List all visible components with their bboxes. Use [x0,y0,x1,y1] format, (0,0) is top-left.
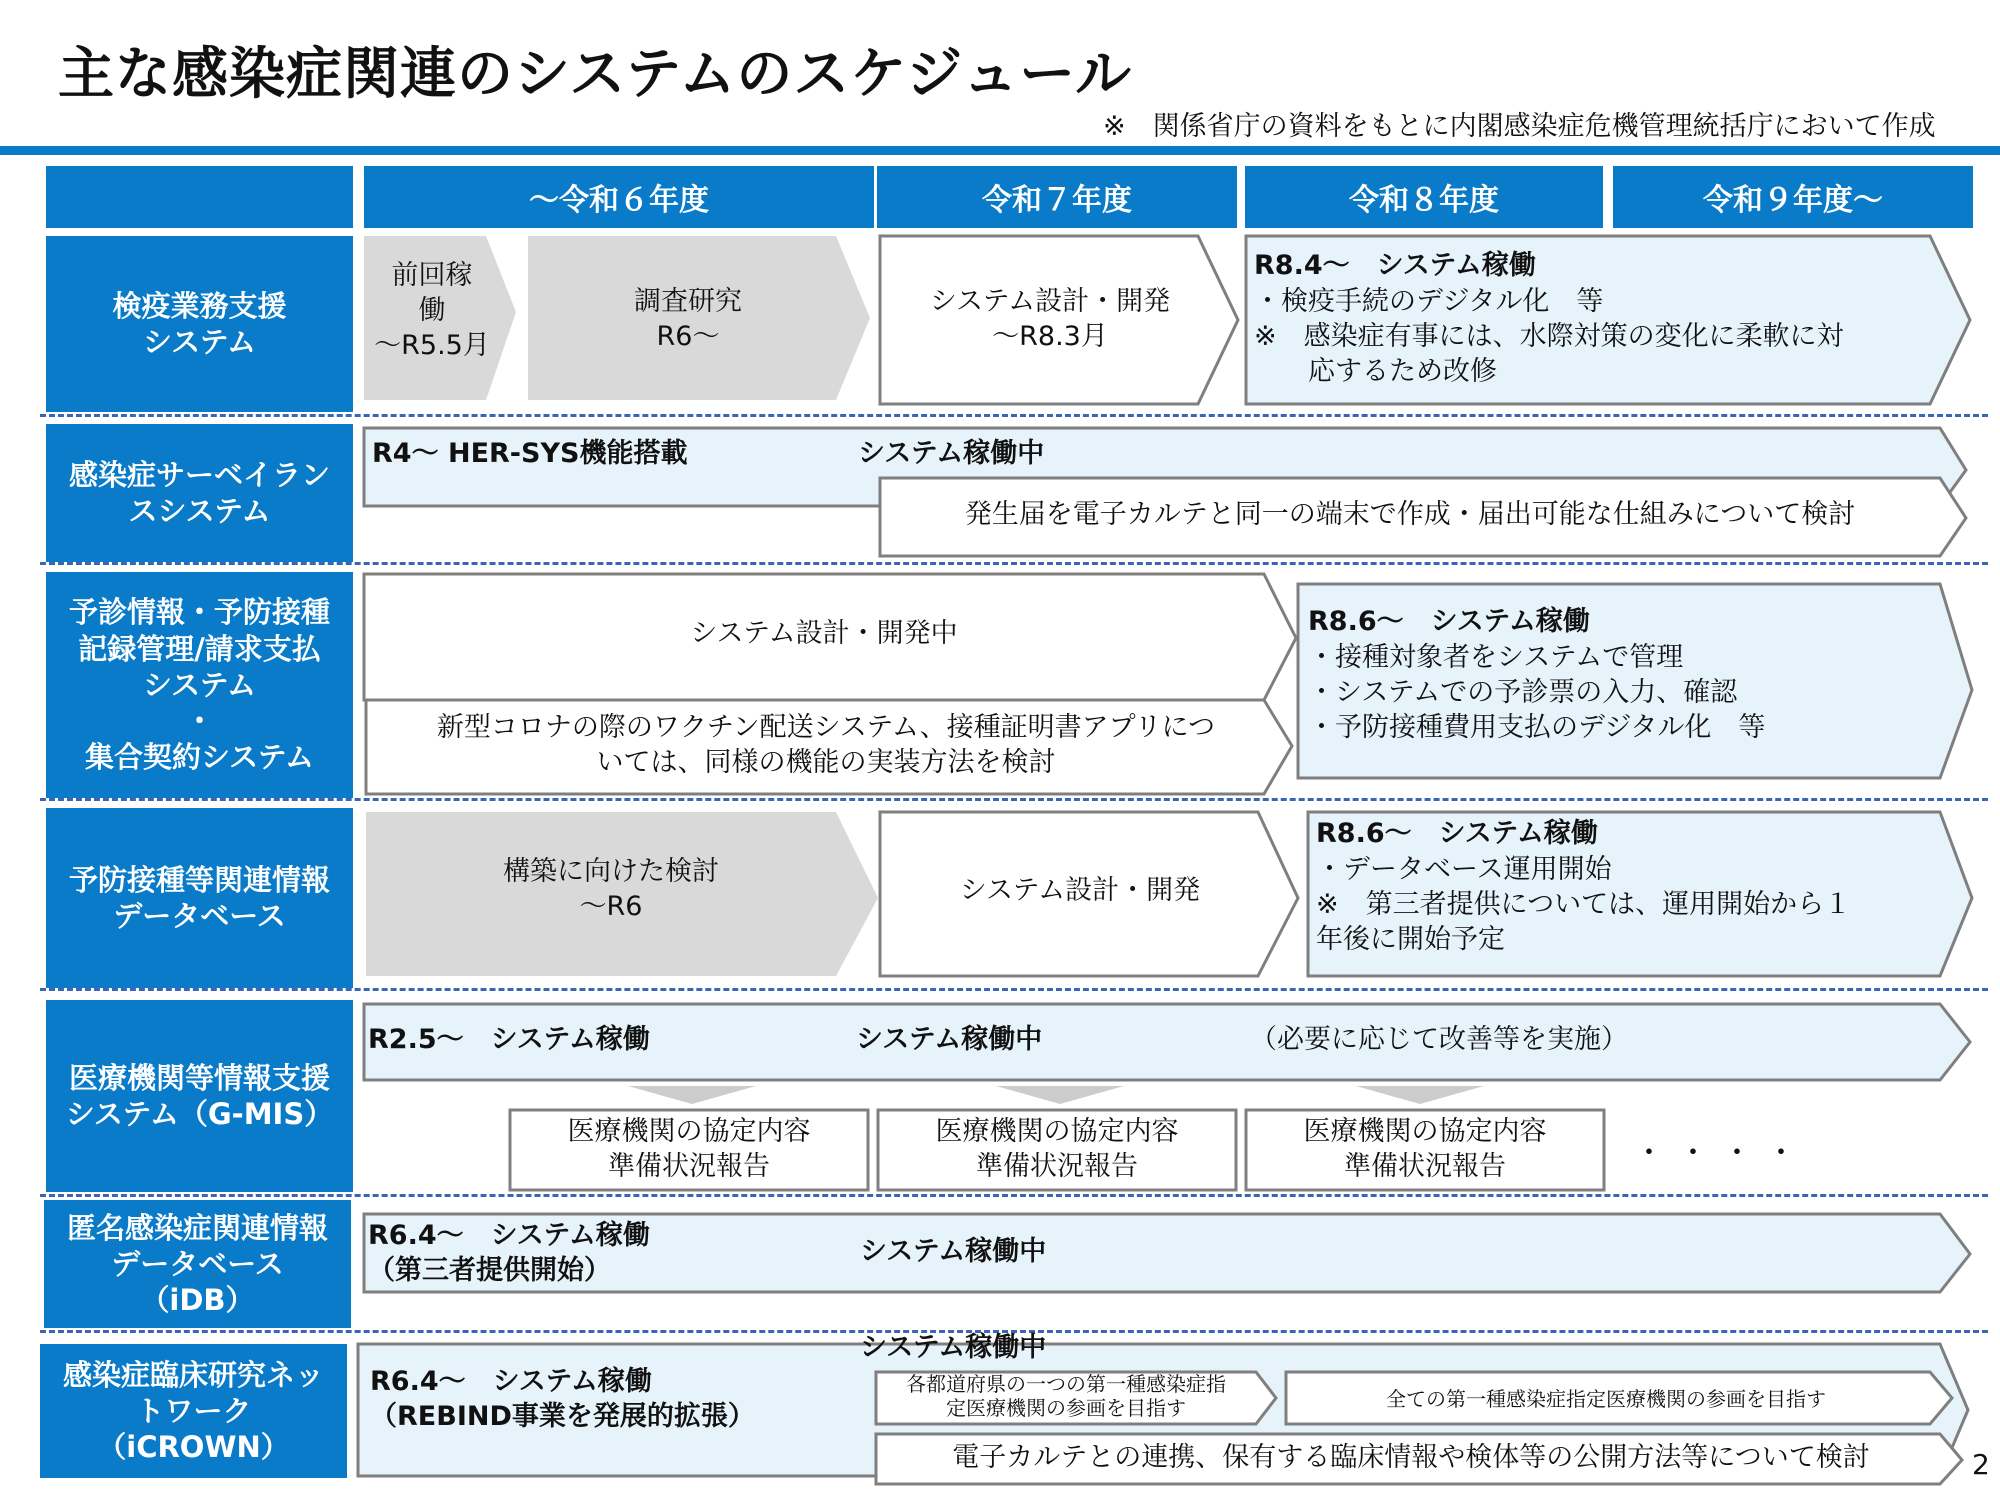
row-label-gmis: 医療機関等情報支援 システム（G-MIS） [46,1000,353,1192]
item-research: 調査研究 R6〜 [634,286,742,353]
detail-r8-4: ・検疫手続のデジタル化 等 ※ 感染症有事には、水際対策の変化に柔軟に対 応するため改修 [1254,286,1844,388]
row-label-idb: 匿名感染症関連情報 データベース （iDB） [44,1200,351,1328]
surveillance-start: R4〜 HER-SYS機能搭載 [372,438,688,469]
page-title: 主な感染症関連のシステムのスケジュール [58,42,1133,107]
idb-status: システム稼働中 [860,1236,1047,1267]
down-triangle [628,1086,756,1104]
row-label-surveillance: 感染症サーベイラン スシステム [46,424,353,562]
row-label-quarantine: 検疫業務支援 システム [46,236,353,412]
highlight-vacc-r8-6: R8.6〜 システム稼働 [1308,606,1590,637]
header-fy9: 令和９年度〜 [1613,166,1973,228]
item-previous-operation: 前回稼 働 〜R5.5月 [374,260,490,362]
gmis-status: システム稼働中 [856,1024,1043,1055]
icrown-status: システム稼働中 [860,1332,1047,1363]
gmis-report-2: 医療機関の協定内容 準備状況報告 [935,1116,1179,1183]
surveillance-status: システム稼働中 [858,438,1045,469]
gmis-improvement: （必要に応じて改善等を実施） [1250,1024,1628,1055]
row-label-icrown: 感染症臨床研究ネッ トワーク （iCROWN） [40,1344,347,1478]
gmis-start: R2.5〜 システム稼働 [368,1024,650,1055]
header-fy7: 令和７年度 [877,166,1237,228]
page-number: 2 [1972,1448,1990,1481]
continuation-dots: ・・・・ [1634,1136,1810,1171]
highlight-r8-4: R8.4〜 システム稼働 [1254,250,1536,281]
gmis-report-1: 医療機関の協定内容 準備状況報告 [567,1116,811,1183]
header-fy6: 〜令和６年度 [364,166,874,228]
icrown-step1: 各都道府県の一つの第一種感染症指 定医療機関の参画を目指す [906,1372,1226,1420]
header-fy8: 令和８年度 [1245,166,1603,228]
down-triangle [996,1086,1124,1104]
detail-vacc-r8-6: ・接種対象者をシステムで管理 ・システムでの予診票の入力、確認 ・予防接種費用支払のデジタル化 等 [1308,642,1766,744]
db-study: 構築に向けた検討 〜R6 [503,856,719,923]
item-design-dev: システム設計・開発 〜R8.3月 [929,286,1171,353]
db-design: システム設計・開発 [959,875,1201,906]
surveillance-study: 発生届を電子カルテと同一の端末で作成・届出可能な仕組みについて検討 [964,499,1856,530]
detail-db-r8-6: ・データベース運用開始 ※ 第三者提供については、運用開始から１ 年後に開始予定 [1316,854,1852,956]
icrown-start: R6.4〜 システム稼働 （REBIND事業を発展的拡張） [370,1366,755,1433]
gmis-report-3: 医療機関の協定内容 準備状況報告 [1303,1116,1547,1183]
vacc-design: システム設計・開発中 [690,618,958,649]
vacc-study: 新型コロナの際のワクチン配送システム、接種証明書アプリにつ いては、同様の機能の実装方法を検討 [436,712,1216,779]
row-label-vaccination-db: 予防接種等関連情報 データベース [46,808,353,988]
down-triangle [1356,1086,1484,1104]
row-label-vaccination-records: 予診情報・予防接種 記録管理/請求支払 システム ・ 集合契約システム [46,572,353,798]
highlight-db-r8-6: R8.6〜 システム稼働 [1316,818,1598,849]
icrown-study: 電子カルテとの連携、保有する臨床情報や検体等の公開方法等について検討 [952,1442,1870,1473]
source-note: ※ 関係省庁の資料をもとに内閣感染症危機管理統括庁において作成 [1103,111,1936,142]
icrown-step2: 全ての第一種感染症指定医療機関の参画を目指す [1386,1387,1826,1411]
idb-start: R6.4〜 システム稼働 （第三者提供開始） [368,1220,650,1287]
